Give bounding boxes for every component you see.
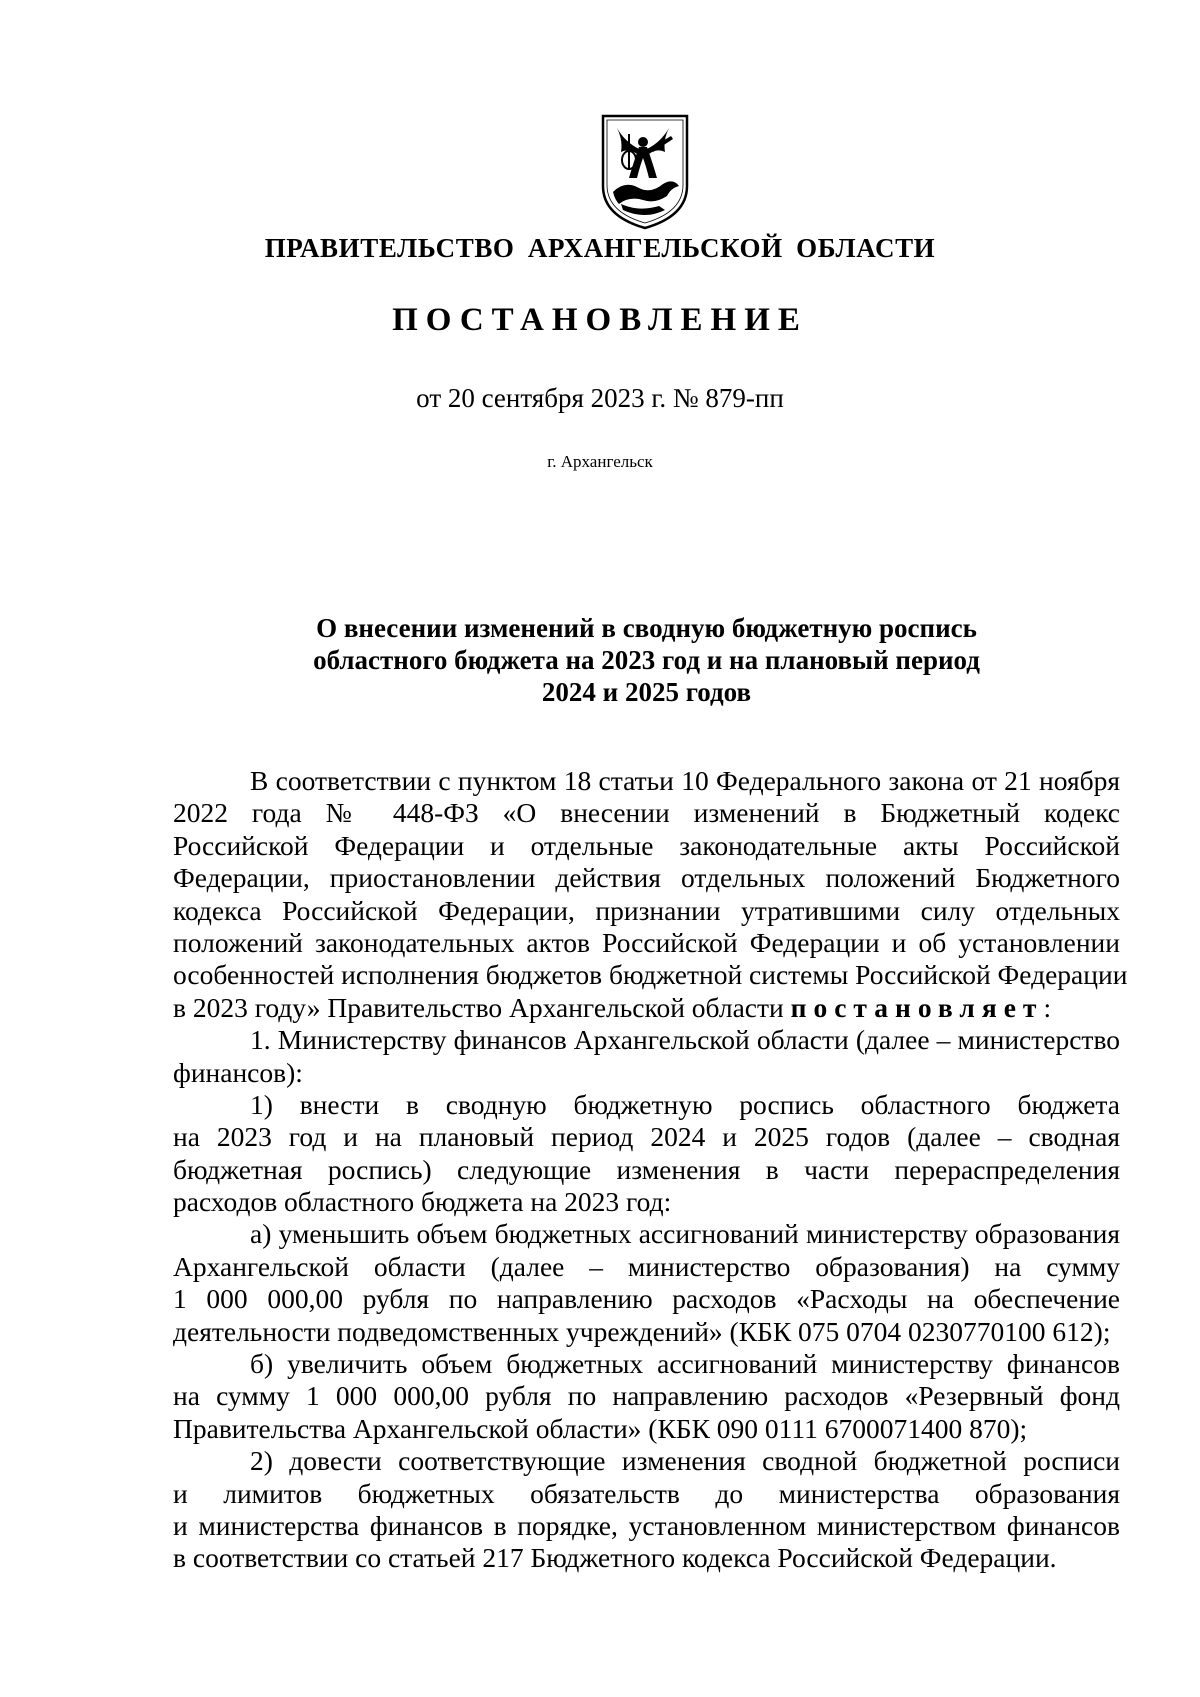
text-line: и лимитов бюджетных обязательств до министерства образования (173, 1477, 1120, 1509)
city: г. Архангельск (547, 452, 653, 471)
title-line: 2024 и 2025 годов (541, 677, 752, 707)
text-line: 2) довести соответствующие изменения сводной бюджетной росписи (250, 1445, 1120, 1477)
text-line: деятельности подведомственных учреждений» (КБК 075 0704 0230770100 612); (173, 1315, 1111, 1347)
text-line: в соответствии со статьей 217 Бюджетного кодекса Российской Федерации. (173, 1542, 1057, 1574)
date-and-number: от 20 сентября 2023 г. № 879-пп (416, 383, 784, 413)
decree-verb: постановляет (790, 991, 1044, 1023)
text-line: на сумму 1 000 000,00 рубля по направлению расходов «Резервный фонд (173, 1380, 1120, 1412)
text-line: и министерства финансов в порядке, установленном министерством финансов (173, 1509, 1120, 1541)
document-type: ПОСТАНОВЛЕНИЕ (392, 302, 808, 338)
text-line: Федерации, приостановлении действия отдельных положений Бюджетного (173, 862, 1120, 894)
text-line: 2022 года № 448-ФЗ «О внесении изменений в Бюджетный кодекс (173, 797, 1120, 829)
text-line: б) увеличить объем бюджетных ассигнований министерству финансов (250, 1348, 1120, 1380)
text-fragment: в 2023 году» Правительство Архангельской области (173, 991, 791, 1023)
text-line: 1. Министерству финансов Архангельской области (далее – министерство (250, 1024, 1120, 1056)
text-fragment: : (1043, 991, 1052, 1023)
text-line: Правительства Архангельской области» (КБК 090 0111 6700071400 870); (173, 1412, 1028, 1444)
text-line: а) уменьшить объем бюджетных ассигнований министерству образования (250, 1218, 1120, 1250)
text-line: В соответствии с пунктом 18 статьи 10 Федерального закона от 21 ноября (250, 765, 1120, 796)
text-line: расходов областного бюджета на 2023 год: (173, 1186, 672, 1218)
text-line (173, 992, 1120, 1024)
text-line: бюджетная роспись) следующие изменения в части перераспределения (173, 1153, 1120, 1185)
document-title (170, 612, 1123, 708)
text-line: Архангельской области (далее – министерство образования) на сумму (173, 1250, 1120, 1282)
text-line: кодекса Российской Федерации, признании утратившими силу отдельных (173, 894, 1120, 926)
title-line: областного бюджета на 2023 год и на плановый период (313, 645, 980, 675)
title-line: О внесении изменений в сводную бюджетную роспись (316, 613, 977, 643)
text-line: 1 000 000,00 рубля по направлению расходов «Расходы на обеспечение (173, 1283, 1120, 1315)
coat-of-arms-icon (599, 112, 691, 230)
text-line: Российской Федерации и отдельные законодательные акты Российской (173, 829, 1120, 861)
text-line: положений законодательных актов Российской Федерации и об установлении (173, 926, 1120, 958)
government-name: ПРАВИТЕЛЬСТВО АРХАНГЕЛЬСКОЙ ОБЛАСТИ (264, 233, 936, 263)
text-line: особенностей исполнения бюджетов бюджетной системы Российской Федерации (173, 959, 1128, 991)
text-line: 1) внести в сводную бюджетную роспись областного бюджета (250, 1088, 1120, 1120)
text-line: на 2023 год и на плановый период 2024 и 2025 годов (далее – сводная (173, 1121, 1120, 1153)
document-body (173, 765, 1128, 1575)
text-line: финансов): (173, 1056, 303, 1088)
